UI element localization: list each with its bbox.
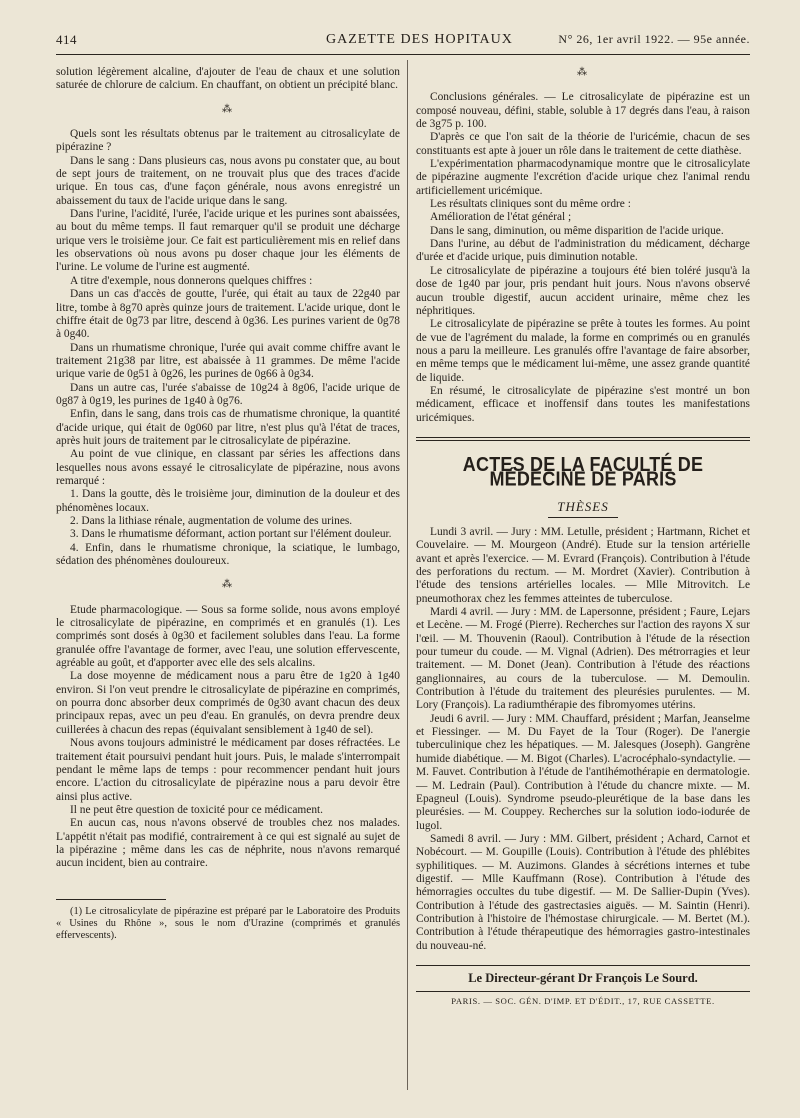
journal-title: GAZETTE DES HOPITAUX <box>326 32 513 47</box>
section-separator: ⁂ <box>577 67 589 78</box>
section-separator: ⁂ <box>222 579 234 591</box>
paragraph: Conclusions générales. — Le citrosalicylate de pipérazine est un composé nouveau, défini, stable, soluble à 17 degrés dans l'eau, à raison de 3g75 p. 100. <box>416 91 750 131</box>
paragraph: Au point de vue clinique, en classant par séries les affections dans lesquelles nous avons essayé le citrosalicylate de pipérazine, nous avons remarqué : <box>56 448 400 487</box>
paragraph: Nous avons toujours administré le médicament par doses réfractées. Le traitement était poursuivi pendant huit jours. Puis, le malade s'interrompait pendant le même laps de temps : pour recommencer pendant huit jours encore. L'action du citrosalicylate de pipérazine nous a paru devoir être ainsi plus active. <box>56 737 400 803</box>
paragraph: Dans un cas d'accès de goutte, l'urée, qui était au taux de 22g40 par litre, tombe à 8g70 après quinze jours de traitement. L'acide urique, dont le chiffre était de 0g73 par litre, descend à 0g36. Les purines varient de 0g78 à 0g40. <box>56 288 400 341</box>
issue-date: N° 26, 1er avril 1922. — 95e année. <box>558 32 750 46</box>
closing-rule <box>416 965 750 966</box>
paragraph: Il ne peut être question de toxicité pour ce médicament. <box>70 803 324 816</box>
left-column <box>56 66 400 942</box>
header-rule <box>56 54 750 55</box>
paragraph: solution légèrement alcaline, d'ajouter de l'eau de chaux et une solution saturée de chlorure de calcium. En chauffant, on obtient un précipité blanc. <box>56 66 400 92</box>
page-header <box>56 32 750 50</box>
paragraph: Amélioration de l'état général ; <box>430 211 572 224</box>
thesis-entry: Mardi 4 avril. — Jury : MM. de Lapersonne, président ; Faure, Lejars et Lecène. — M. Frogé (Pierre). Recherches sur l'action des rayons X sur l'œil. — M. Thouvenin (Raoul). Contribution à l'étude de la résection pour tumeur du coude. — M. Vignal (Adrien). Des métrorragies et leur traitement. — M. Donet (Jean). Contribution à l'étude des réactions ganglionnaires, au cours de la tuberculose. — M. Demoulin. Contribution à l'étude du traitement des pleurésies purulentes. — M. Lory (François). La radiumthérapie des fibromyomes utérins. <box>416 606 750 712</box>
paragraph: Etude pharmacologique. — Sous sa forme solide, nous avons employé le citrosalicylate de pipérazine, en comprimés et en granulés (1). Les comprimés sont dosés à 0g30 et facilement solubles dans l'eau. La forme granulée offre l'avantage de former, avec l'eau, une solution effervescente, agréable au goût, et d'apporter avec elle des sels alcalins. <box>56 603 400 670</box>
paragraph: Dans un autre cas, l'urée s'abaisse de 10g24 à 8g06, l'acide urique de 0g87 à 0g19, les purines de 1g40 à 0g76. <box>56 381 400 407</box>
paragraph: A titre d'exemple, nous donnerons quelques chiffres : <box>70 274 313 287</box>
paragraph: Dans le sang : Dans plusieurs cas, nous avons pu constater que, au bout de sept jours de traitement, on ne trouvait plus que des traces d'acide urique. En tous cas, d'une façon générale, nous avons enregistré un abaissement du taux de l'acide urique dans le sang. <box>56 154 400 207</box>
thesis-entry: Jeudi 6 avril. — Jury : MM. Chauffard, président ; Marfan, Jeanselme et Fiessinger. — M. Du Fayet de la Tour (Roger). De l'anergie tuberculinique chez les hépatiques. — M. Jalesques (Joseph). Gangrène humide diabétique. — M. Bigot (Charles). L'acrocéphalo-syndactylie. — M. Fauvet. Contribution à l'étude de l'antihémothérapie en dermatologie. — M. Ledrain (Paul). Contribution à l'étude du chancre mixte. — M. Epagneul (Louis). Syndrome pseudo-pleurétique de la base dans les pleurésies. — M. Couppey. Recherches sur la solution iodo-iodurée de lugol. <box>416 712 750 832</box>
section-double-rule <box>416 437 750 441</box>
paragraph: Le citrosalicylate de pipérazine se prête à toutes les formes. Au point de vue de l'agrément du malade, la forme en comprimés ou en granulés nous a paru la meilleure. Les granulés offre l'avantage de faire absorber, en même temps que le médicament lui-même, une assez grande quantité de liquide. <box>416 318 750 384</box>
thesis-entry: Lundi 3 avril. — Jury : MM. Letulle, président ; Hartmann, Richet et Couvelaire. — M. Mourgeon (André). Etude sur la tension artérielle avant et après l'exercice. — M. Evrard (François). Contribution à l'étude des perforations du rectum. — M. Mordret (Xavier). Contribution à l'étude des tensions artérielles locales. — Mlle Mitrovitch. Le pneumothorax chez les femmes atteintes de tuberculose. <box>416 525 750 605</box>
paragraph: Les résultats cliniques sont du même ordre : <box>430 198 631 211</box>
section-heading: ACTES DE LA FACULTÉ DE MÉDECINE DE PARIS <box>462 452 704 491</box>
paragraph: Quels sont les résultats obtenus par le traitement au citrosalicylate de pipérazine ? <box>56 128 400 154</box>
column-divider <box>407 60 408 1090</box>
list-item: 4. Enfin, dans le rhumatisme chronique, la sciatique, le lumbago, sédation des phénomènes douloureux. <box>56 541 400 568</box>
section-separator: ⁂ <box>222 103 234 115</box>
paragraph: La dose moyenne de médicament nous a paru être de 1g20 à 1g40 environ. Si l'on veut prendre le citrosalicylate de pipérazine en comprimés, on pourra donc absorber deux comprimés de 0g30 avant chacun des deux principaux repas, avec un peu d'eau. En granulés, on devra prendre deux cuillerées à chacun des repas (équivalant sensiblement à 1g40 de sel). <box>56 670 400 736</box>
footnote: (1) Le citrosalicylate de pipérazine est préparé par le Laboratoire des Produits « Usines du Rhône », sous le nom d'Urazine (comprimés et granulés effervescents). <box>56 905 400 941</box>
page-number: 414 <box>56 32 77 47</box>
paragraph: Dans l'urine, au début de l'administration du médicament, décharge d'urée et d'acide urique, puis diminution notable. <box>416 238 750 264</box>
paragraph: D'après ce que l'on sait de la théorie de l'uricémie, chacun de ses constituants est apte à jouer un rôle dans le traitement de cette diathèse. <box>416 131 750 157</box>
list-item: 3. Dans le rhumatisme déformant, action portant sur l'élément douleur. <box>70 528 392 541</box>
right-column <box>416 66 750 1009</box>
list-item: 2. Dans la lithiase rénale, augmentation de volume des urines. <box>70 515 353 527</box>
paragraph: L'expérimentation pharmacodynamique montre que le citrosalicylate de pipérazine augmente l'excrétion d'acide urique chez l'animal rendu artificiellement uricémique. <box>416 158 750 197</box>
footnote-rule <box>56 899 166 900</box>
paragraph: Enfin, dans le sang, dans trois cas de rhumatisme chronique, la quantité d'acide urique, qui était de 0g060 par litre, n'est plus qu'à l'état de traces, après huit jours de traitement par le citrosalicylate de pipérazine. <box>56 408 400 447</box>
subsection-heading: THÈSES <box>557 498 609 514</box>
paragraph: Dans un rhumatisme chronique, l'urée qui avait comme chiffre avant le traitement 21g38 par litre, est abaissée à 11 grammes. De même l'acide urique varie de 0g51 à 0g26, les purines de 0g66 à 0g34. <box>56 341 400 381</box>
paragraph: Le citrosalicylate de pipérazine a toujours été bien toléré jusqu'à la dose de 1g40 par jour, pris pendant huit jours. Nous n'avons observé aucun trouble digestif, aucun accident urinaire, même chez les néphritiques. <box>416 264 750 317</box>
thesis-entry: Samedi 8 avril. — Jury : MM. Gilbert, président ; Achard, Carnot et Nobécourt. — M. Goupille (Louis). Contribution à l'étude des phlébites syphilitiques. — M. Auzimons. Glandes à sécrétions internes et tube digestif. — Mlle Kauffmann (Rose). Contribution à l'étude des hémorragies occultes du tube digestif. — M. De Sallier-Dupin (Yves). Contribution à l'étude des gastrectasies aiguës. — M. Saintin (Henri). Contribution à l'histoire de l'hémostase chirurgicale. — M. Bertet (M.). Contribution à l'étude thérapeutique des hémorragies gastro-intestinales du nouveau-né. <box>416 832 750 952</box>
director-line: Le Directeur-gérant Dr François Le Sourd. <box>468 970 698 985</box>
paragraph: Dans l'urine, l'acidité, l'urée, l'acide urique et les purines sont abaissées, au bout du même temps. Il faut remarquer qu'il se produit une décharge urique vers le troisième jour. Ce fait est particulièrement mis en relief dans les observations où nous avons pu doser chaque jour les éléments de l'urine. Le volume de l'urine est augmenté. <box>56 208 400 274</box>
paragraph: Dans le sang, diminution, ou même disparition de l'acide urique. <box>430 224 724 237</box>
printer-imprint: PARIS. — SOC. GÉN. D'IMP. ET D'ÉDIT., 17, RUE CASSETTE. <box>416 991 750 1008</box>
paragraph: En aucun cas, nous n'avons observé de troubles chez nos malades. L'appétit n'était pas modifié, contrairement à ce qui est signalé au sujet de la pipérazine ; même dans les cas de néphrite, nous n'avons remarqué aucun incident, bien au contraire. <box>56 817 400 870</box>
list-item: 1. Dans la goutte, dès le troisième jour, diminution de la douleur et des phénomènes locaux. <box>56 488 400 514</box>
subsection-rule <box>548 517 618 518</box>
paragraph: En résumé, le citrosalicylate de pipérazine s'est montré un bon médicament, efficace et inoffensif dans toutes les manifestations uricémiques. <box>416 384 750 424</box>
